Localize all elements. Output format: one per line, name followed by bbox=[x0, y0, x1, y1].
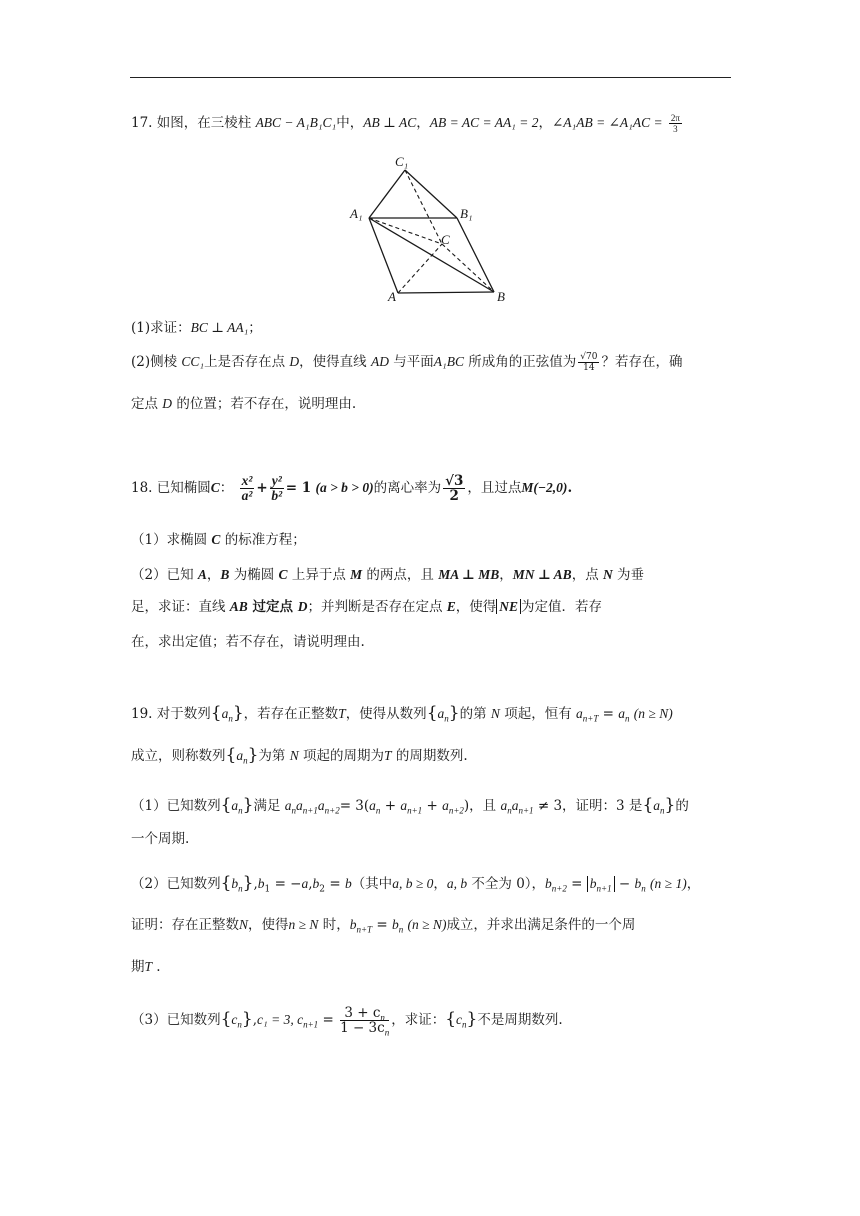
angle-fraction: $\frac{2\pi}{3}$ bbox=[670, 113, 680, 134]
q19-part2-line2: 证明：存在正整数N，使得n ≥ N 时，$b_{n+T} = b_n$ (n ≥ N)成立，并求出满足条件的一个周 bbox=[131, 917, 636, 935]
label-B: B bbox=[497, 289, 505, 304]
q19-part2-line3: 期T . bbox=[131, 959, 161, 975]
q19-part3: （3）已知数列$\{c_n\},c_1 = 3$, $c_{n+1}$ = $\frac{3 + c_n}{1 - 3c_n}$ ，求证：$\{c_n\}$不是周期数列. bbox=[131, 1005, 563, 1038]
q19-line2: 成立，则称数列$\{a_n\}$为第 N 项起的周期为T 的周期数列. bbox=[131, 745, 468, 766]
sine-fraction: $\frac{√70}{14}$ bbox=[580, 352, 598, 373]
eccentricity-fraction: $\frac{√3}{2}$ bbox=[445, 473, 464, 504]
label-A: A bbox=[388, 289, 396, 304]
prism-figure bbox=[345, 150, 515, 305]
q18-part2-line2: 足，求证：直线 AB 过定点 D；并判断是否存在定点 E，使得 NE 为定值．若存 bbox=[131, 599, 603, 615]
q19-part2-line1: （2）已知数列$\{b_n\},b_1 = -a,b_2 = b$（其中a, b ≥ 0，a, b 不全为 0），$b_{n+2} = b_{n+1} - b_n$ (n ≥ 1)， bbox=[131, 873, 701, 895]
q18-stem: 18. 已知椭圆C： $\frac{\text{x²}}{\text{a²}}$ + $\frac{\text{y²}}{\text{b²}}$ = 1 (a > b > 0)的离心率为 $\frac{√3}{2}$ ，且过点M(−2,0). bbox=[131, 473, 573, 504]
label-B1: B₁ bbox=[460, 206, 473, 221]
q19-part1-line1: （1）已知数列$\{a_n\}$满足 $a_na_{n+1}a_{n+2}= 3(a_n + a_{n+1} + a_{n+2})$，且 $a_na_{n+1} \ne 3$，证明：3 是$\{a_n\}$的 bbox=[131, 795, 689, 816]
q19-line1: 19. 对于数列$\{a_n\}$，若存在正整数T，使得从数列$\{a_n\}$的第 N 项起，恒有 $a_{n+T} = a_n$ (n ≥ N) bbox=[131, 703, 673, 724]
q17-part2-line1: (2)侧棱 CC₁上是否存在点 D，使得直线 AD 与平面A₁BC 所成角的正弦值为 $\frac{√70}{14}$ ？若存在，确 bbox=[131, 352, 683, 373]
q18-part2-line1: （2）已知 A，B 为椭圆 C 上异于点 M 的两点，且 MA ⊥ MB，MN ⊥ AB，点 N 为垂 bbox=[131, 567, 645, 583]
header-rule bbox=[130, 77, 731, 78]
y-fraction: $\frac{\text{y²}}{\text{b²}}$ bbox=[271, 473, 283, 503]
q17-stem: 17. 如图，在三棱柱 ABC − A₁B₁C₁中，AB ⊥ AC，AB = AC = AA₁ = 2，∠A₁AB = ∠A₁AC = $\frac{2\pi}{3}$ bbox=[131, 113, 680, 134]
recurrence-fraction: $\frac{3 + c_n}{1 - 3c_n}$ bbox=[340, 1005, 390, 1038]
q19-part1-line2: 一个周期. bbox=[131, 831, 190, 847]
label-C: C bbox=[441, 232, 450, 247]
q17-part1: (1)求证：BC ⊥ AA₁； bbox=[131, 320, 262, 336]
q17-part2-line2: 定点 D 的位置；若不存在，说明理由. bbox=[131, 396, 357, 412]
label-A1: A₁ bbox=[350, 206, 363, 221]
q18-part1: （1）求椭圆 C 的标准方程； bbox=[131, 532, 306, 548]
label-C1: C₁ bbox=[395, 154, 409, 169]
x-fraction: $\frac{\text{x²}}{\text{a²}}$ bbox=[241, 473, 253, 503]
q18-part2-line3: 在，求出定值；若不存在，请说明理由. bbox=[131, 634, 365, 650]
